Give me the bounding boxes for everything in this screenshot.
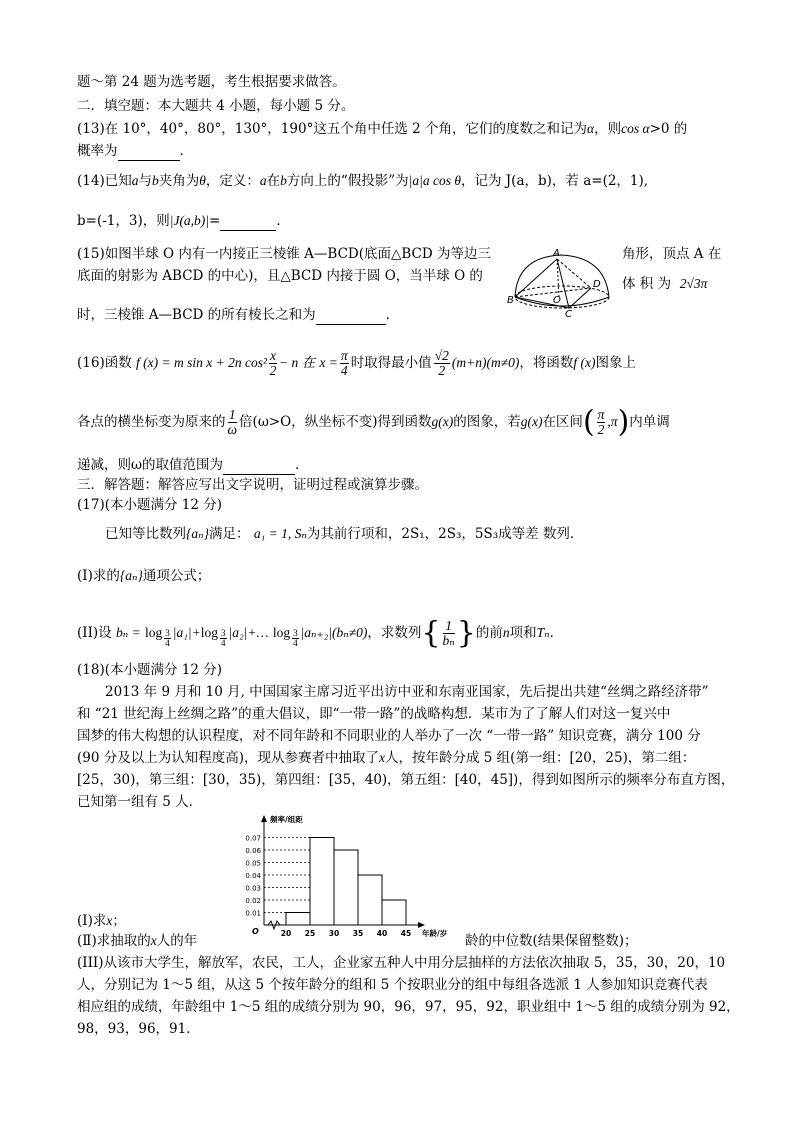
q16-l2a: 各点的横坐标变为原来的 bbox=[77, 414, 226, 430]
q16-rparen: ) bbox=[617, 404, 630, 440]
q16-f: f (x) = m sin x + 2n cos² bbox=[136, 355, 268, 370]
q14-text1: (14)已知 bbox=[77, 173, 132, 189]
x-tick-label: 25 bbox=[304, 929, 316, 938]
q15-line1: (15)如图半球 O 内有一内接正三棱锥 A—BCD(底面△BCD 为等边三 bbox=[77, 246, 491, 262]
q15-line1-right: 角形，顶点 A 在 bbox=[622, 246, 722, 262]
label-c: C bbox=[565, 309, 572, 317]
q17-log1-text: log bbox=[145, 625, 163, 640]
q17-log3-base bbox=[292, 629, 299, 648]
q16-l2b: 倍(ω>O，纵坐标不变)得到函数 bbox=[239, 414, 432, 430]
q18-part1-semi: ； bbox=[112, 913, 126, 929]
q17-log2-text: log bbox=[200, 625, 219, 640]
q13-prob-label: 概率为 bbox=[77, 143, 118, 159]
q16-frac-w: ω bbox=[227, 422, 238, 437]
q18-part1-text: (I)求 bbox=[77, 913, 107, 929]
q18-l19a: (90 分及以上为认知程度高)，现从参赛者中抽取了 bbox=[77, 750, 380, 766]
q14-text5: 在 bbox=[266, 173, 281, 189]
q13-cos: cos α bbox=[621, 121, 650, 136]
q17-tn: Tₙ bbox=[536, 625, 550, 640]
label-o: O bbox=[553, 295, 561, 306]
q14-theta: θ bbox=[199, 173, 206, 188]
q16-p4: ，将函数 bbox=[519, 355, 574, 371]
q17-log1 bbox=[145, 625, 173, 649]
q17-log3-text: log bbox=[272, 625, 291, 640]
q18-part1 bbox=[77, 912, 126, 930]
q16-line3: 递减，则ω的取值范围为 ． bbox=[77, 457, 309, 473]
y-axis-label: 频率/组距 bbox=[270, 815, 303, 824]
q13-line1 bbox=[77, 120, 687, 138]
q18-para-line3: 国梦的伟大构想的认识程度，对不同年龄和不同职业的人举办了一次 “一带一路” 知识竞赛，满分 100 分 bbox=[77, 728, 701, 744]
edge-ad bbox=[557, 259, 591, 288]
x-tick-label: 30 bbox=[328, 929, 340, 938]
edge-ab bbox=[515, 259, 557, 297]
q16-frac-2b: 2 bbox=[597, 422, 605, 437]
q15-line2-right bbox=[622, 275, 707, 293]
q16-minus: − n 在 bbox=[279, 355, 316, 370]
edge-bc bbox=[515, 297, 569, 308]
y-tick-label: 0.06 bbox=[245, 847, 261, 855]
q17-cond2: 满足： bbox=[209, 526, 250, 542]
q16-frac-sqrt2 bbox=[434, 349, 450, 378]
q14-text7: ，记为 J(a，b)，若 a=(2，1), bbox=[460, 173, 649, 189]
q17-cond3: a₁ = 1, Sₙ bbox=[253, 526, 307, 541]
q17-ii4: 项和 bbox=[509, 625, 537, 641]
q16-line2 bbox=[77, 404, 670, 440]
q17-log2-b4: 4 bbox=[221, 638, 226, 649]
label-d: D bbox=[593, 279, 601, 290]
q13-alpha: α bbox=[587, 121, 595, 136]
y-tick-label: 0.05 bbox=[245, 859, 261, 868]
q16-blank bbox=[223, 456, 295, 475]
q17-ii1: (II)设 bbox=[77, 625, 112, 641]
q18-part2-right: 龄的中位数(结果保留整数)； bbox=[465, 933, 638, 949]
q17-an: {aₙ} bbox=[186, 526, 210, 541]
q14-text6: 方向上的“假投影”为 bbox=[286, 173, 409, 189]
q14-blank bbox=[220, 212, 276, 231]
q13-text1: (13)在 10°，40°，80°，130°，190°这五个角中任选 2 个角，它们的度数之和记为 bbox=[77, 121, 587, 137]
q18-part2 bbox=[77, 932, 197, 950]
origin-label: O bbox=[252, 927, 259, 936]
q18-l19b: 人，按年龄分成 5 组(第一组：[20，25)，第二组： bbox=[385, 750, 696, 766]
q15-blank bbox=[316, 306, 386, 325]
q14-eq: = bbox=[209, 213, 221, 229]
q16-gx2: g(x) bbox=[520, 414, 543, 429]
q17-log1-b3: 3 bbox=[165, 628, 170, 639]
x-axis-arrow bbox=[418, 922, 425, 928]
q17-lbrace: { bbox=[421, 615, 441, 651]
intro-line: 题～第 24 题为选考题，考生根据要求做答。 bbox=[77, 74, 346, 90]
q16-frac-pi-b: π bbox=[597, 407, 605, 422]
q15-line3: 时，三棱锥 A—BCD 的所有棱长之和为 ． bbox=[77, 307, 400, 323]
q16-frac-x: x bbox=[270, 348, 277, 363]
q17-cond4: 为其前行项和，2S₁，2S₃，5S₃成等差 数列． bbox=[306, 526, 584, 542]
q17-an2-abs: |aₙ₊₂| bbox=[300, 625, 333, 640]
q17-part1-text2: 通项公式； bbox=[142, 568, 211, 584]
q16-l2d: 在区间 bbox=[542, 414, 583, 430]
q18-para-line1: 2013 年 9 月和 10 月, 中国国家主席习近平出访中亚和东南亚国家，先后提出共建“丝绸之路经济带” bbox=[105, 684, 709, 700]
x-axis-label: 年龄/岁 bbox=[422, 929, 448, 938]
q18-part3-line1: (III)从该市大学生，解放军，农民，工人，企业家五种人中用分层抽样的方法依次抽取 5，35，30，20，10 bbox=[77, 955, 726, 971]
q16-frac-pi4 bbox=[340, 349, 349, 378]
q17-log1-b4: 4 bbox=[165, 638, 170, 649]
histogram-bar bbox=[286, 913, 310, 926]
q16-frac-2: 2 bbox=[269, 363, 277, 378]
q17-log1-base bbox=[164, 629, 171, 648]
q17-n: n bbox=[502, 625, 510, 640]
q17-frac1: 1 bbox=[443, 619, 455, 634]
q17-bn0: (bₙ≠0) bbox=[332, 625, 368, 640]
q17-heading: (17)(本小题满分 12 分) bbox=[77, 497, 223, 513]
q18-part3-line4: 98，93，96，91． bbox=[77, 1021, 200, 1037]
q17-log2 bbox=[200, 625, 229, 649]
q13-line2: 概率为 ． bbox=[77, 143, 193, 159]
q16-interval-pi: ,π bbox=[607, 414, 618, 429]
hemisphere-arc bbox=[515, 255, 609, 297]
q14-text2: 与 bbox=[138, 173, 152, 189]
histogram-bar bbox=[334, 850, 358, 925]
y-tick-label: 0.01 bbox=[245, 909, 261, 918]
q17-log3-b3: 3 bbox=[293, 628, 298, 639]
x-tick-label: 40 bbox=[376, 929, 388, 938]
q18-para-line6: 已知第一组有 5 人． bbox=[77, 794, 203, 810]
q18-l23b: 人的年 bbox=[156, 933, 198, 949]
q16-p1: (16)函数 bbox=[77, 355, 132, 371]
y-tick-label: 0.02 bbox=[245, 897, 261, 905]
q13-blank bbox=[118, 142, 180, 161]
q18-l23a: (Ⅱ)求抽取的 bbox=[77, 933, 151, 949]
q14-line1 bbox=[77, 172, 648, 190]
q17-log2-b3: 3 bbox=[221, 628, 226, 639]
q16-fx2: f (x) bbox=[573, 355, 596, 370]
q18-part1-x: x bbox=[106, 913, 113, 928]
q14-b: b bbox=[151, 173, 159, 188]
q15-volume: 2√3π bbox=[679, 276, 708, 291]
y-tick-label: 0.03 bbox=[245, 884, 261, 893]
q15-volume-label: 体 积 为 bbox=[622, 276, 672, 292]
q17-part1 bbox=[77, 567, 210, 585]
q17-log2-base bbox=[220, 629, 227, 648]
q16-pi3: π bbox=[610, 414, 618, 429]
q16-p5: 图象上 bbox=[595, 355, 636, 371]
q17-ii3: 的前 bbox=[475, 625, 503, 641]
q16-frac-pi: π bbox=[340, 348, 348, 363]
section-3-heading: 三．解答题：解答应写出文字说明，证明过程或演算步骤。 bbox=[77, 477, 428, 493]
q14-text4: ，定义： bbox=[205, 173, 260, 189]
q14-proj: |a|a cos θ bbox=[408, 173, 461, 188]
q16-frac-sq2: √2 bbox=[434, 348, 449, 363]
q18-heading: (18)(本小题满分 12 分) bbox=[77, 662, 223, 678]
q16-frac-1w bbox=[228, 408, 238, 437]
hemisphere-figure bbox=[507, 245, 617, 317]
q17-log3-b4: 4 bbox=[293, 638, 298, 649]
q16-lparen: ( bbox=[582, 404, 595, 440]
histogram-bar bbox=[310, 838, 334, 926]
q17-part2 bbox=[77, 615, 564, 651]
histogram-bar bbox=[382, 900, 406, 925]
q18-para-line2: 和 “21 世纪海上丝绸之路”的重大倡议，即“一带一路”的战略构想．某市为了了解人们对这一复兴中 bbox=[77, 706, 671, 722]
q17-fracb: bₙ bbox=[442, 633, 455, 648]
q16-l2c: 的图象，若 bbox=[453, 414, 521, 430]
q17-frac-1bn bbox=[443, 619, 455, 648]
q18-para-line4 bbox=[77, 749, 695, 767]
q16-l2e: 内单调 bbox=[629, 414, 670, 430]
q16-frac-two: 2 bbox=[438, 363, 446, 378]
label-b: B bbox=[507, 295, 514, 306]
frequency-histogram bbox=[230, 812, 470, 947]
q17-log3 bbox=[272, 625, 301, 649]
q14-b2: b bbox=[280, 173, 287, 188]
y-axis-arrow bbox=[261, 815, 267, 822]
q17-rbrace: } bbox=[456, 615, 476, 651]
q17-ii2: ，求数列 bbox=[367, 625, 422, 641]
q16-gx: g(x) bbox=[431, 414, 454, 429]
q14-line2a: b=(-1，3)，则 bbox=[77, 213, 170, 229]
q16-frac-1: 1 bbox=[228, 407, 236, 422]
q13-text3: >0 的 bbox=[649, 121, 688, 137]
q18-part2-x: x bbox=[150, 933, 157, 948]
q17-an2: {aₙ} bbox=[119, 568, 143, 583]
q14-abs-j: |J(a,b)| bbox=[169, 213, 210, 228]
q17-condition bbox=[105, 525, 583, 543]
section-2-heading: 二．填空题：本大题共 4 小题，每小题 5 分。 bbox=[77, 98, 355, 114]
q17-a1: |a₁|+ bbox=[172, 625, 201, 640]
q14-a2: a bbox=[259, 173, 267, 188]
q18-x: x bbox=[379, 750, 386, 765]
q14-a: a bbox=[131, 173, 139, 188]
q17-cond1: 已知等比数列 bbox=[105, 526, 186, 542]
q17-bn: bₙ = bbox=[116, 625, 141, 640]
q15-line2: 底面的射影为 ABCD 的中心)，且△BCD 内接于圆 O，当半球 O 的 bbox=[77, 268, 483, 284]
q14-line2: b=(-1，3)，则|J(a,b)|= ． bbox=[77, 213, 290, 229]
q17-ii5: ． bbox=[549, 625, 564, 641]
y-tick-label: 0.04 bbox=[245, 872, 261, 880]
y-tick-label: 0.07 bbox=[245, 834, 261, 843]
q16-xeq: x = bbox=[319, 355, 338, 370]
q13-text2: ，则 bbox=[594, 121, 622, 137]
q14-text3: 夹角为 bbox=[158, 173, 200, 189]
x-tick-label: 20 bbox=[280, 929, 292, 938]
q18-part3-line2: 人，分别记为 1～5 组，从这 5 个按年龄分的组和 5 个按职业分的组中每组各选派 1 人参加知识竞赛代表 bbox=[77, 977, 708, 993]
q16-p3: (m+n)(m≠0) bbox=[451, 355, 520, 370]
q15-line3-text: 时，三棱锥 A—BCD 的所有棱长之和为 bbox=[77, 307, 316, 323]
q16-frac-x2 bbox=[269, 349, 277, 378]
histogram-bars bbox=[286, 838, 406, 926]
q16-p2: 时取得最小值 bbox=[350, 355, 432, 371]
x-tick-label: 45 bbox=[400, 929, 412, 938]
q16-range-label: 递减，则ω的取值范围为 bbox=[77, 457, 224, 473]
q16-line1 bbox=[77, 349, 636, 378]
q18-part3-line3: 相应组的成绩，年龄组中 1～5 组的成绩分别为 90，96，97，95，92，职业组中 1～5 组的成绩分别为 92， bbox=[77, 999, 740, 1015]
q16-frac-pi2 bbox=[597, 408, 606, 437]
q17-a2: |a₂|+… bbox=[228, 625, 269, 640]
q18-para-line5: [25，30)，第三组：[30，35)，第四组：[35，40)，第五组：[40，45])，得到如图所示的频率分布直方图， bbox=[77, 772, 735, 788]
label-a: A bbox=[553, 248, 560, 259]
x-tick-label: 35 bbox=[352, 929, 364, 938]
q17-part1-text: (I)求的 bbox=[77, 568, 120, 584]
histogram-bar bbox=[358, 875, 382, 925]
q16-frac-4: 4 bbox=[340, 363, 348, 378]
